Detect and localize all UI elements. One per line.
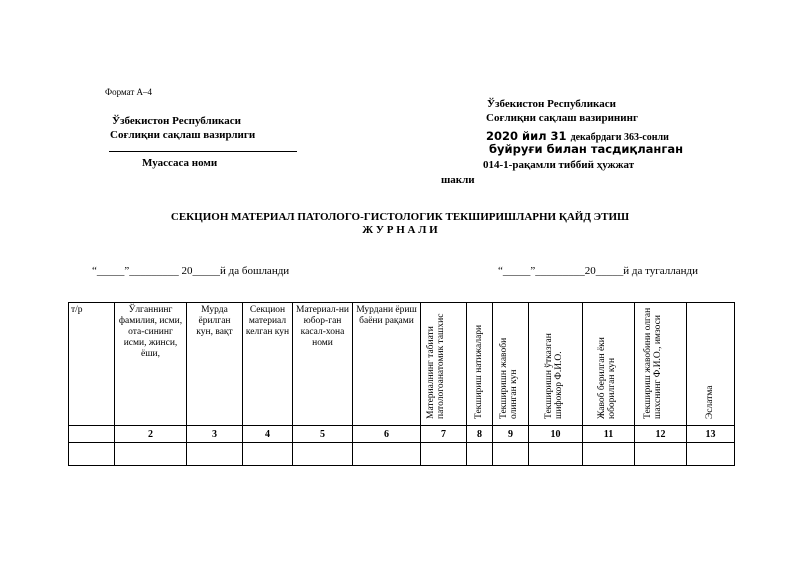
left-ministry: Соғлиқни сақлаш вазирлиги (110, 129, 256, 141)
column-number: 3 (187, 426, 243, 443)
format-label: Формат А–4 (105, 87, 153, 97)
table-cell[interactable] (69, 443, 115, 466)
right-republic: Ўзбекистон Республикаси (487, 98, 616, 110)
column-number: 10 (529, 426, 583, 443)
header-text: Текширишн жавоби олинган кун (498, 337, 519, 419)
header-cell-vertical (635, 303, 687, 426)
column-number: 5 (293, 426, 353, 443)
table-cell[interactable] (243, 443, 293, 466)
order-rest: декабрдаги 363-сонли (570, 132, 669, 143)
header-cell: Мурдани ёриш баёни рақами (353, 303, 421, 426)
header-cell-vertical (421, 303, 467, 426)
approved-line: буйруғи билан тасдиқланган (489, 142, 684, 156)
header-text: Текширишн ўтказган шифокор Ф.И.О. (543, 333, 564, 419)
header-text: Текшириш жавобини олган шахснинг Ф.И.О., имзоси (642, 307, 663, 419)
table-cell[interactable] (421, 443, 467, 466)
journal-subtitle: Ж У Р Н А Л И (362, 224, 438, 236)
table-cell[interactable] (687, 443, 735, 466)
column-number: 2 (115, 426, 187, 443)
table-cell[interactable] (187, 443, 243, 466)
left-republic: Ўзбекистон Республикаси (112, 115, 241, 127)
header-text: Материалнинг табиати патологоанатомик ташхис (425, 313, 446, 419)
header-cell-vertical (493, 303, 529, 426)
column-number: 11 (583, 426, 635, 443)
column-number (69, 426, 115, 443)
header-cell: Секцион материал келган кун (243, 303, 293, 426)
start-date: “_____”_________ 20_____й да бошланди (92, 265, 290, 277)
header-cell: Мурда ёрилган кун, вақт (187, 303, 243, 426)
header-cell-vertical (467, 303, 493, 426)
table-cell[interactable] (293, 443, 353, 466)
column-number: 6 (353, 426, 421, 443)
column-number: 9 (493, 426, 529, 443)
column-number: 8 (467, 426, 493, 443)
form-label: шакли (441, 174, 475, 186)
header-cell-vertical (687, 303, 735, 426)
header-text: Жавоб берилган ёки юборилган кун (596, 337, 617, 419)
journal-table (68, 302, 735, 466)
column-number: 7 (421, 426, 467, 443)
institution-line (109, 151, 297, 152)
header-text: Текшириш натижалари (473, 324, 484, 419)
table-cell[interactable] (493, 443, 529, 466)
column-number: 12 (635, 426, 687, 443)
header-cell: Материал-ни юбор-ган касал-хона номи (293, 303, 353, 426)
end-date: “_____”_________20_____й да тугалланди (498, 265, 699, 277)
column-number: 4 (243, 426, 293, 443)
column-number-row (69, 426, 735, 443)
header-text: Эслатма (704, 385, 715, 419)
table-cell[interactable] (635, 443, 687, 466)
journal-title: СЕКЦИОН МАТЕРИАЛ ПАТОЛОГО-ГИСТОЛОГИК ТЕКШИРИШЛАРНИ ҚАЙД ЭТИШ (170, 211, 630, 223)
header-cell-vertical (529, 303, 583, 426)
header-cell: т/р (69, 303, 115, 426)
table-row (69, 443, 735, 466)
header-cell: Ўлганнинг фамилия, исми, ота-сининг исми, жинси, ёши, (115, 303, 187, 426)
table-cell[interactable] (583, 443, 635, 466)
doc-number: 014-1-рақамли тиббий ҳужжат (483, 159, 635, 171)
right-ministry: Соғлиқни сақлаш вазирининг (486, 112, 638, 124)
column-number: 13 (687, 426, 735, 443)
table-cell[interactable] (115, 443, 187, 466)
table-cell[interactable] (467, 443, 493, 466)
institution-label: Муассаса номи (142, 157, 218, 169)
order-year: 2020 йил 31 (486, 129, 567, 143)
table-header-row (69, 303, 735, 426)
table-cell[interactable] (353, 443, 421, 466)
table-cell[interactable] (529, 443, 583, 466)
header-cell-vertical (583, 303, 635, 426)
